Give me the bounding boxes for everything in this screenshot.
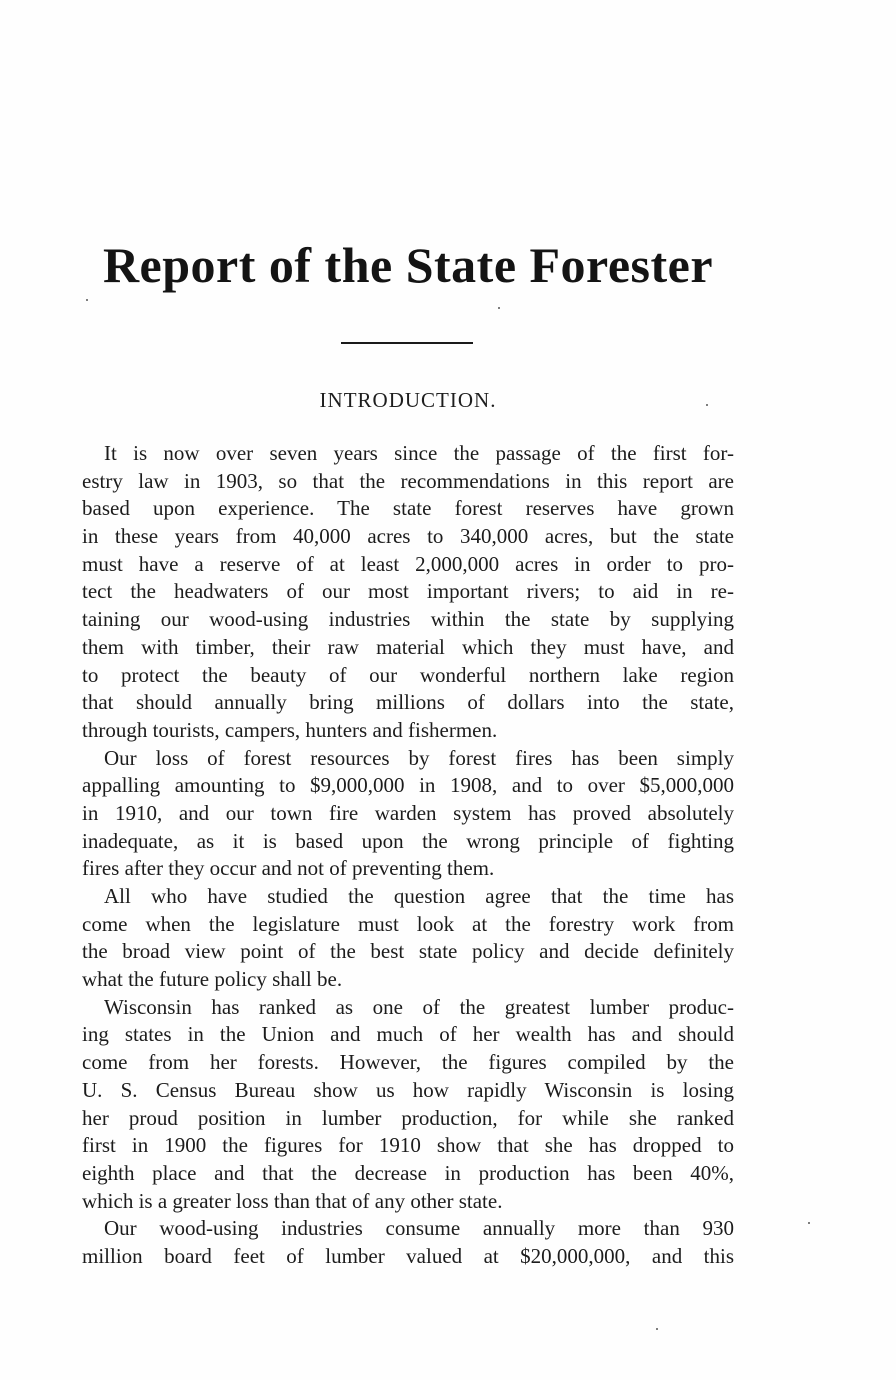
text-line: U. S. Census Bureau show us how rapidly Wisconsin is losing <box>82 1077 734 1102</box>
text-line: Our wood-using industries consume annually more than 930 <box>104 1216 734 1241</box>
text-line: Wisconsin has ranked as one of the greatest lumber produc- <box>104 994 734 1019</box>
text-line: taining our wood-using industries within the state by supplying <box>82 607 734 632</box>
title-divider <box>341 342 473 344</box>
text-line: which is a greater loss than that of any other state. <box>82 1188 503 1213</box>
body-text <box>82 440 734 1271</box>
text-line: come when the legislature must look at the forestry work from <box>82 911 734 936</box>
print-speck <box>656 1328 658 1330</box>
text-line: inadequate, as it is based upon the wrong principle of fighting <box>82 828 734 853</box>
text-line: first in 1900 the figures for 1910 show that she has dropped to <box>82 1133 734 1158</box>
print-speck <box>86 299 88 301</box>
text-line: eighth place and that the decrease in production has been 40%, <box>82 1160 734 1185</box>
text-line: what the future policy shall be. <box>82 967 343 992</box>
text-line: the broad view point of the best state policy and decide definitely <box>82 939 734 964</box>
text-line: through tourists, campers, hunters and fishermen. <box>82 717 498 742</box>
print-speck <box>706 404 708 406</box>
text-line: fires after they occur and not of preventing them. <box>82 856 495 881</box>
text-line: All who have studied the question agree that the time has <box>104 884 734 908</box>
text-line: in these years from 40,000 acres to 340,000 acres, but the state <box>82 524 734 549</box>
text-line: ing states in the Union and much of her wealth has and should <box>82 1022 734 1047</box>
text-line: her proud position in lumber production, for while she ranked <box>82 1105 734 1130</box>
text-line: come from her forests. However, the figures compiled by the <box>82 1050 734 1075</box>
text-line: It is now over seven years since the passage of the first for- <box>104 441 734 465</box>
text-line: must have a reserve of at least 2,000,000 acres in order to pro- <box>82 551 734 576</box>
text-line: appalling amounting to $9,000,000 in 1908, and to over $5,000,000 <box>82 773 734 798</box>
section-heading: INTRODUCTION. <box>319 388 497 412</box>
text-line: them with timber, their raw material which they must have, and <box>82 634 734 659</box>
text-line: million board feet of lumber valued at $20,000,000, and this <box>82 1243 734 1268</box>
text-line: to protect the beauty of our wonderful northern lake region <box>82 662 734 687</box>
text-line: tect the headwaters of our most important rivers; to aid in re- <box>82 579 734 604</box>
print-speck <box>498 307 500 309</box>
text-line: that should annually bring millions of dollars into the state, <box>82 690 734 715</box>
text-line: estry law in 1903, so that the recommendations in this report are <box>82 468 734 493</box>
text-line: based upon experience. The state forest reserves have grown <box>82 496 734 521</box>
print-speck <box>808 1222 810 1224</box>
page-title: Report of the State Forester <box>102 237 714 293</box>
text-line: Our loss of forest resources by forest fires has been simply <box>104 745 734 770</box>
text-line: in 1910, and our town fire warden system has proved absolutely <box>82 800 734 825</box>
